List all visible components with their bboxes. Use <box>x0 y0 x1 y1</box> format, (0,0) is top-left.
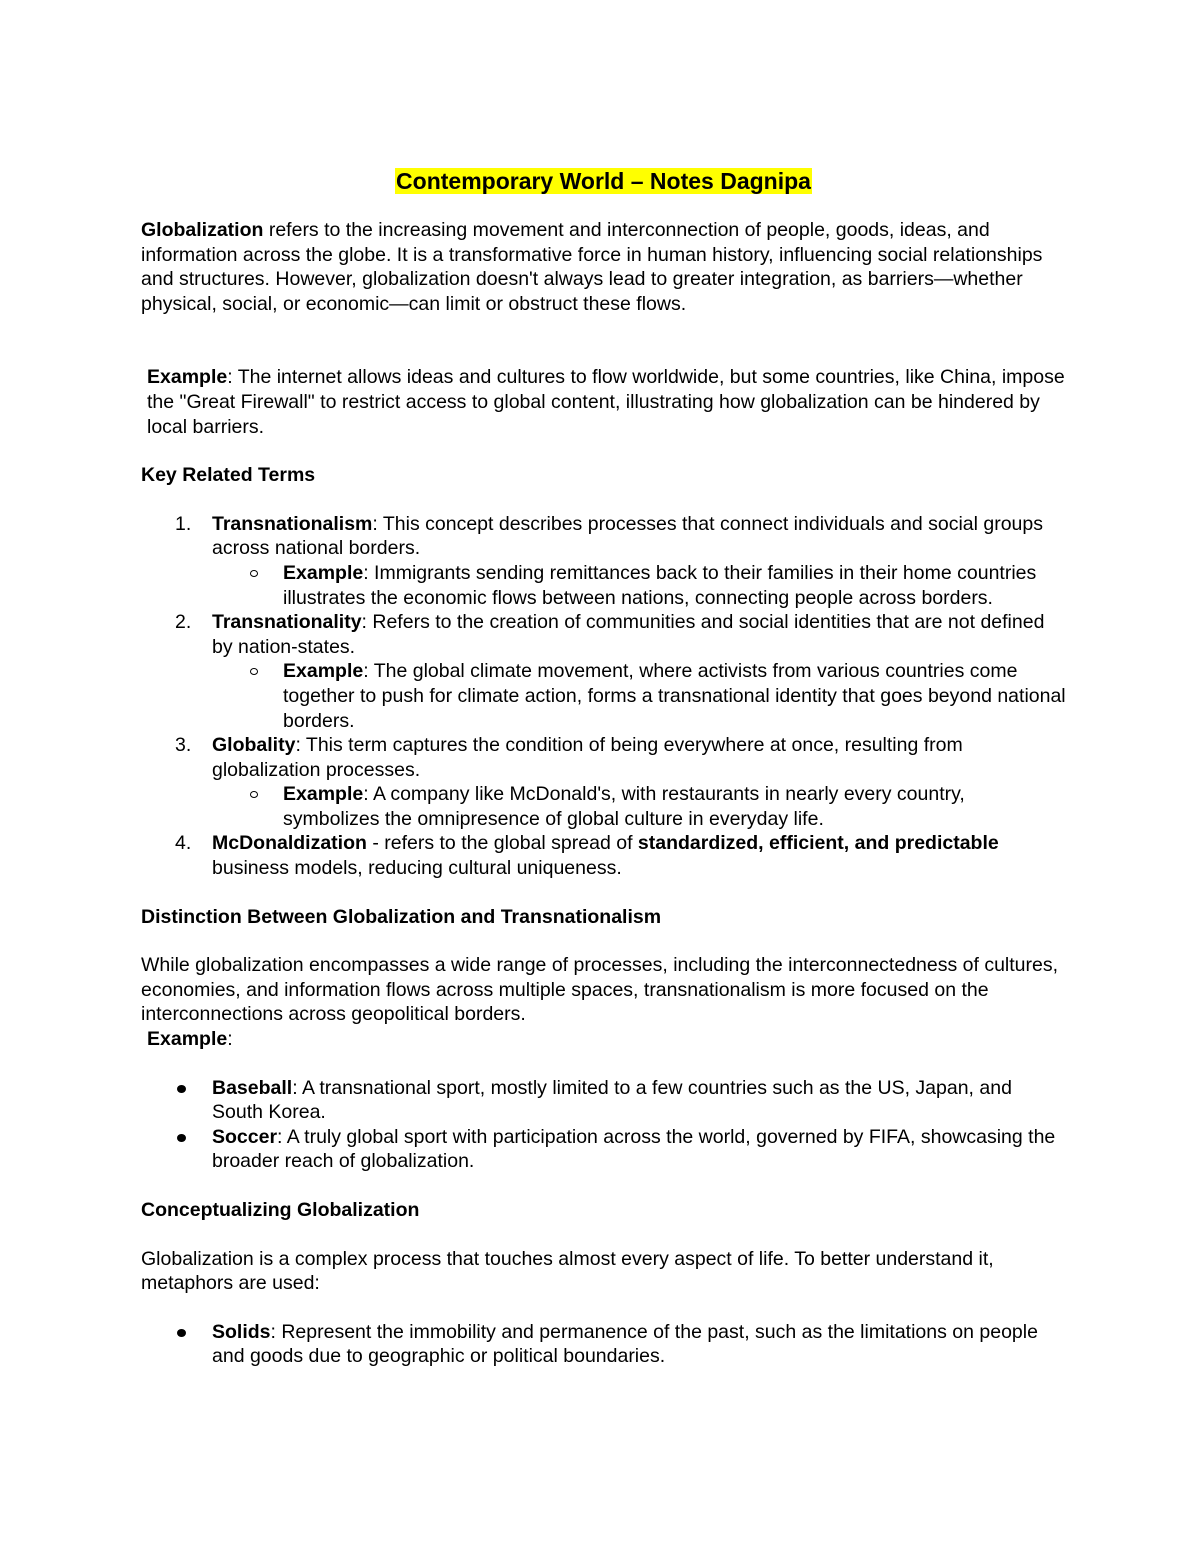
bullet-text: : A transnational sport, mostly limited to a few countries such as the US, Japan, and South Korea. <box>212 1076 1012 1124</box>
list-number: 3. <box>175 734 192 757</box>
intro-term: Globalization <box>141 219 264 241</box>
hollow-bullet-icon <box>250 791 258 798</box>
term-text: : This concept describes processes that connect individuals and social groups across national borders. <box>212 512 1043 560</box>
sub-list-item <box>212 561 1066 610</box>
list-number: 2. <box>175 611 192 634</box>
key-terms-heading: Key Related Terms <box>141 464 316 487</box>
term-text: : Refers to the creation of communities and social identities that are not defined by nation-states. <box>212 611 1045 658</box>
title-wrap <box>141 166 1066 196</box>
intro-paragraph <box>141 218 1066 316</box>
hollow-bullet-icon <box>250 668 258 675</box>
example-label: Example <box>283 660 364 683</box>
term-bold-phrase: standardized, efficient, and predictable <box>637 832 999 855</box>
term-name: McDonaldization <box>212 832 367 855</box>
bullet-term: Soccer <box>212 1125 278 1148</box>
conceptualizing-paragraph: Globalization is a complex process that touches almost every aspect of life. To better understand it, metaphors are used: <box>141 1247 994 1295</box>
list-item <box>141 512 1066 610</box>
distinction-example-colon: : <box>227 1028 233 1051</box>
distinction-example-line <box>141 1027 1066 1052</box>
term-name: Transnationalism <box>212 512 373 535</box>
intro-text: refers to the increasing movement and interconnection of people, goods, ideas, and information across the globe. It is a transformative force in human history, influencing social relationships and structures. However, globalization doesn't always lead to greater integration, as barriers—whether physical, social, or economic—can limit or obstruct these flows. <box>141 219 1043 315</box>
bullet-icon <box>177 1085 186 1093</box>
term-text-end: business models, reducing cultural uniqueness. <box>212 857 622 880</box>
intro-example-label: Example <box>147 366 228 389</box>
bullet-icon <box>177 1134 186 1142</box>
term-text: - refers to the global spread of <box>366 832 638 855</box>
term-name: Globality <box>212 734 296 757</box>
list-item <box>141 1076 1066 1125</box>
list-item <box>141 1320 1066 1369</box>
conceptualizing-heading: Conceptualizing Globalization <box>141 1199 420 1221</box>
sub-list-item <box>212 782 1066 831</box>
list-item <box>141 733 1066 831</box>
example-label: Example <box>283 783 364 806</box>
example-text: : The global climate movement, where activists from various countries come together to push for climate action, forms a transnational identity that goes beyond national borders. <box>283 660 1066 732</box>
list-item <box>141 831 1066 880</box>
list-item <box>141 610 1066 733</box>
term-text: : This term captures the condition of being everywhere at once, resulting from globalization processes. <box>212 734 963 781</box>
example-text: : A company like McDonald's, with restaurants in nearly every country, symbolizes the omnipresence of global culture in everyday life. <box>283 783 965 830</box>
list-item <box>141 1125 1066 1174</box>
bullet-text: : A truly global sport with participation across the world, governed by FIFA, showcasing the broader reach of globalization. <box>212 1125 1056 1173</box>
example-label: Example <box>283 561 364 584</box>
sub-list <box>212 659 1066 733</box>
term-name: Transnationality <box>212 611 362 634</box>
example-text: : Immigrants sending remittances back to their families in their home countries illustrates the economic flows between nations, connecting people across borders. <box>283 561 1037 609</box>
distinction-bullet-list <box>141 1076 1066 1174</box>
sub-list-item <box>212 659 1066 733</box>
conceptualizing-bullet-list <box>141 1320 1066 1369</box>
intro-example-text: : The internet allows ideas and cultures to flow worldwide, but some countries, like China, impose the "Great Firewall" to restrict access to global content, illustrating how globalization can be hindered by local barriers. <box>147 366 1065 438</box>
sub-list <box>212 561 1066 610</box>
document-page <box>141 166 1066 1393</box>
distinction-example-label: Example <box>147 1028 228 1051</box>
bullet-text: : Represent the immobility and permanence of the past, such as the limitations on people and goods due to geographic or political boundaries. <box>212 1320 1038 1368</box>
distinction-heading: Distinction Between Globalization and Transnationalism <box>141 905 662 928</box>
bullet-term: Solids <box>212 1320 271 1343</box>
distinction-paragraph: While globalization encompasses a wide range of processes, including the interconnectedness of cultures, economies, and information flows across multiple spaces, transnationalism is more focused on the interconnections across geopolitical borders. <box>141 954 1059 1026</box>
page-title: Contemporary World – Notes Dagnipa <box>396 168 811 194</box>
intro-example <box>141 365 1066 439</box>
list-number: 4. <box>175 832 192 855</box>
key-terms-list <box>141 512 1066 881</box>
list-number: 1. <box>175 512 192 535</box>
bullet-term: Baseball <box>212 1076 293 1099</box>
hollow-bullet-icon <box>250 570 258 577</box>
bullet-icon <box>177 1329 186 1337</box>
sub-list <box>212 782 1066 831</box>
